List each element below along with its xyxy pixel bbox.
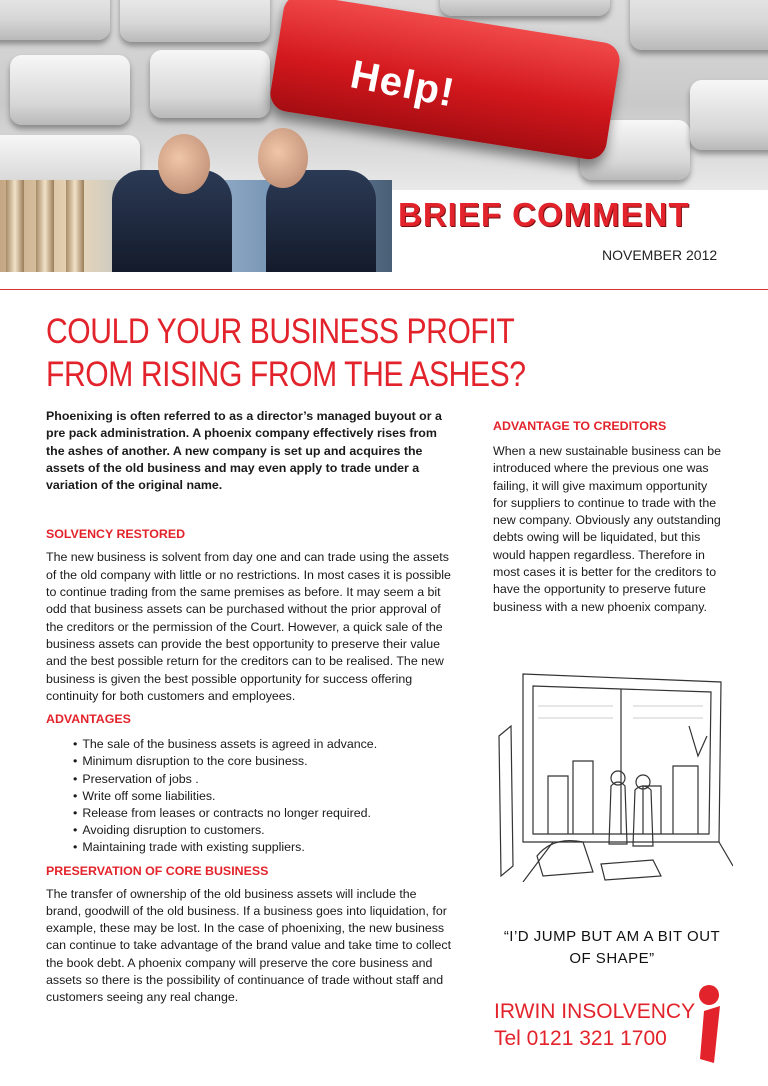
solvency-paragraph: The new business is solvent from day one and can trade using the assets of the old company with little or no restrictions. In most cases it is possible to continue trading from the same premises as before. It may seem a bit odd that business assets can be purchased without the prior approval of the creditors or the permission of the Court. However, a quick sale of the business assets can provide the best opportunity to preserve their value and the best possible return for the creditors can to be realised. The new business is given the best possible opportunity for success offering continuity for both customers and employees.: [46, 550, 451, 703]
header-photo: [0, 0, 768, 190]
column-pillar: [66, 180, 84, 272]
column-pillar: [36, 180, 54, 272]
advantages-list: [46, 736, 454, 856]
help-key-label: Help!: [346, 52, 459, 116]
list-item: • Minimum disruption to the core business.: [73, 753, 454, 770]
list-item: • Preservation of jobs .: [73, 771, 454, 788]
list-item: • The sale of the business assets is agreed in advance.: [73, 736, 454, 753]
list-item: • Avoiding disruption to customers.: [73, 822, 454, 839]
cartoon-caption: “I’D JUMP BUT AM A BIT OUT OF SHAPE”: [503, 928, 721, 967]
list-item: • Write off some liabilities.: [73, 788, 454, 805]
section-title-preservation: PRESERVATION OF CORE BUSINESS: [46, 863, 269, 878]
office-cartoon: [493, 666, 733, 882]
irwin-logo-icon: [692, 985, 726, 1063]
section-title-solvency: SOLVENCY RESTORED: [46, 527, 186, 542]
keyboard-key: [440, 0, 610, 16]
issue-date: NOVEMBER 2012: [602, 247, 718, 263]
column-pillar: [6, 180, 24, 272]
keyboard-key: [10, 55, 130, 125]
preservation-paragraph: The transfer of ownership of the old business assets will include the brand, goodwill of the old business. If a business goes into liquidation, for example, these may be lost. In the case of phoenixing, the new business can continue to take advantage of the brand value and take time to collect the book debt. A phoenix company will preserve the core business and assets so there is the possibility of continuance of trade without staff and customers seeing any real change.: [46, 886, 452, 1005]
intro-paragraph: Phoenixing is often referred to as a director’s managed buyout or a pre pack administration. A phoenix company effectively rises from the ashes of another. A new company is set up and acquires the assets of the old business and may even apply to trade under a variation of the original name.: [46, 409, 442, 493]
company-phone: Tel 0121 321 1700: [494, 1027, 667, 1050]
header-divider: [0, 289, 768, 290]
creditors-paragraph: When a new sustainable business can be introduced where the previous one was failing, it will give maximum opportunity for suppliers to continue to trade with the new company. Obviously any outstanding debts owing will be liquidated, but this would happen regardless. Therefore in most cases it is better for the creditors to have the opportunity to preserve future business with a new phoenix company.: [493, 444, 721, 614]
article-headline: COULD YOUR BUSINESS PROFIT FROM RISING FROM THE ASHES?: [46, 312, 526, 394]
businessman-left-head: [158, 134, 210, 194]
list-item: • Release from leases or contracts no longer required.: [73, 805, 454, 822]
newsletter-title: BRIEF COMMENT: [398, 196, 690, 233]
section-title-creditors: ADVANTAGE TO CREDITORS: [493, 419, 667, 433]
keyboard-key: [0, 0, 110, 40]
left-column: [46, 408, 454, 1007]
keyboard-key: [630, 0, 768, 50]
keyboard-key: [120, 0, 270, 42]
businessman-right-head: [258, 128, 308, 188]
company-name: IRWIN INSOLVENCY: [494, 1000, 696, 1023]
keyboard-key: [150, 50, 270, 118]
list-item: • Maintaining trade with existing suppliers.: [73, 839, 454, 856]
keyboard-key: [690, 80, 768, 150]
section-title-advantages: ADVANTAGES: [46, 712, 131, 727]
right-column: [493, 418, 725, 616]
